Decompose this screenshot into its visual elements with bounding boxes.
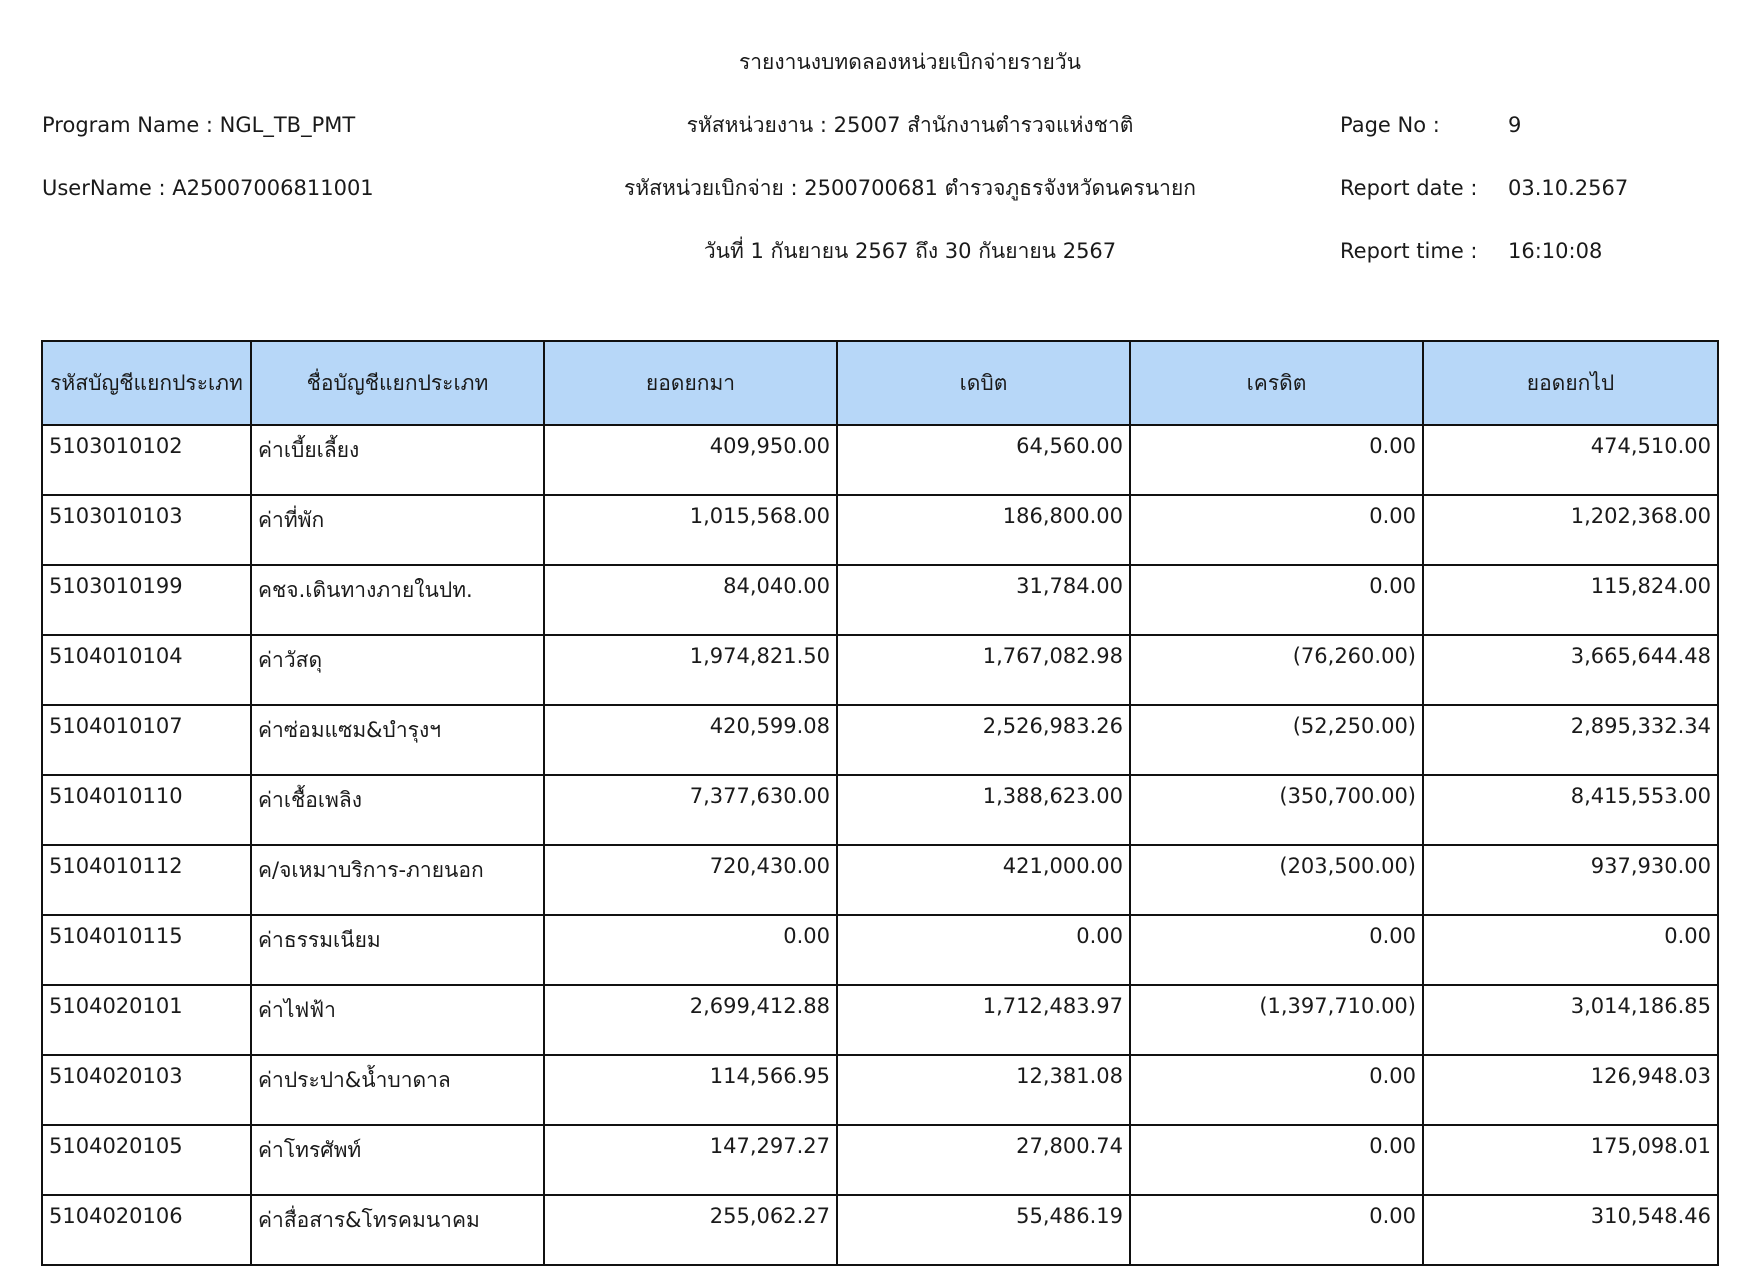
report-date-value: 03.10.2567: [1508, 176, 1629, 200]
opening-balance-cell: 114,566.95: [544, 1055, 837, 1125]
table-row: [42, 1195, 1718, 1265]
table-row: [42, 495, 1718, 565]
table-row: [42, 1125, 1718, 1195]
closing-balance-cell: 3,014,186.85: [1423, 985, 1718, 1055]
account-name-cell: ค/จเหมาบริการ-ภายนอก: [251, 845, 544, 915]
debit-amount-cell: 31,784.00: [837, 565, 1130, 635]
account-code-cell: 5103010199: [42, 565, 251, 635]
column-header-closing-balance: ยอดยกไป: [1423, 341, 1718, 425]
table-header-row: [42, 341, 1718, 425]
credit-amount-cell: 0.00: [1130, 495, 1423, 565]
opening-balance-cell: 1,974,821.50: [544, 635, 837, 705]
column-header-account-name: ชื่อบัญชีแยกประเภท: [251, 341, 544, 425]
table-row: [42, 565, 1718, 635]
report-time-label: Report time :: [1340, 239, 1478, 263]
account-name-cell: คชจ.เดินทางภายในปท.: [251, 565, 544, 635]
opening-balance-cell: 1,015,568.00: [544, 495, 837, 565]
table-row: [42, 1055, 1718, 1125]
account-code-cell: 5104010112: [42, 845, 251, 915]
account-code-cell: 5104010107: [42, 705, 251, 775]
closing-balance-cell: 937,930.00: [1423, 845, 1718, 915]
table-row: [42, 705, 1718, 775]
closing-balance-cell: 175,098.01: [1423, 1125, 1718, 1195]
opening-balance-cell: 720,430.00: [544, 845, 837, 915]
opening-balance-cell: 7,377,630.00: [544, 775, 837, 845]
credit-amount-cell: 0.00: [1130, 425, 1423, 495]
credit-amount-cell: (76,260.00): [1130, 635, 1423, 705]
debit-amount-cell: 64,560.00: [837, 425, 1130, 495]
closing-balance-cell: 126,948.03: [1423, 1055, 1718, 1125]
credit-amount-cell: (203,500.00): [1130, 845, 1423, 915]
credit-amount-cell: 0.00: [1130, 1055, 1423, 1125]
debit-amount-cell: 1,712,483.97: [837, 985, 1130, 1055]
report-date-label: Report date :: [1340, 176, 1478, 200]
credit-amount-cell: (350,700.00): [1130, 775, 1423, 845]
table-row: [42, 635, 1718, 705]
report-period: วันที่ 1 กันยายน 2567 ถึง 30 กันยายน 2567: [703, 239, 1117, 263]
page-no-value: 9: [1508, 113, 1522, 137]
account-name-cell: ค่าเบี้ยเลี้ยง: [251, 425, 544, 495]
account-code-cell: 5104010104: [42, 635, 251, 705]
account-code-cell: 5103010102: [42, 425, 251, 495]
agency-code-line: รหัสหน่วยงาน : 25007 สำนักงานตำรวจแห่งชาติ: [686, 113, 1134, 137]
opening-balance-cell: 0.00: [544, 915, 837, 985]
closing-balance-cell: 474,510.00: [1423, 425, 1718, 495]
account-code-cell: 5103010103: [42, 495, 251, 565]
table-body: [42, 425, 1718, 1265]
disbursement-unit-line: รหัสหน่วยเบิกจ่าย : 2500700681 ตำรวจภูธรจังหวัดนครนายก: [624, 176, 1196, 200]
closing-balance-cell: 8,415,553.00: [1423, 775, 1718, 845]
account-code-cell: 5104010115: [42, 915, 251, 985]
credit-amount-cell: 0.00: [1130, 915, 1423, 985]
debit-amount-cell: 12,381.08: [837, 1055, 1130, 1125]
table-row: [42, 775, 1718, 845]
closing-balance-cell: 2,895,332.34: [1423, 705, 1718, 775]
report-title: รายงานงบทดลองหน่วยเบิกจ่ายรายวัน: [738, 50, 1082, 74]
account-code-cell: 5104020106: [42, 1195, 251, 1265]
account-code-cell: 5104020101: [42, 985, 251, 1055]
credit-amount-cell: 0.00: [1130, 565, 1423, 635]
column-header-debit: เดบิต: [837, 341, 1130, 425]
credit-amount-cell: (52,250.00): [1130, 705, 1423, 775]
credit-amount-cell: (1,397,710.00): [1130, 985, 1423, 1055]
account-name-cell: ค่าที่พัก: [251, 495, 544, 565]
debit-amount-cell: 186,800.00: [837, 495, 1130, 565]
opening-balance-cell: 409,950.00: [544, 425, 837, 495]
opening-balance-cell: 147,297.27: [544, 1125, 837, 1195]
account-name-cell: ค่าเชื้อเพลิง: [251, 775, 544, 845]
page-no-label: Page No :: [1340, 113, 1440, 137]
account-name-cell: ค่าโทรศัพท์: [251, 1125, 544, 1195]
table-row: [42, 425, 1718, 495]
opening-balance-cell: 84,040.00: [544, 565, 837, 635]
debit-amount-cell: 1,388,623.00: [837, 775, 1130, 845]
closing-balance-cell: 1,202,368.00: [1423, 495, 1718, 565]
column-header-account-code: รหัสบัญชีแยกประเภท: [42, 341, 251, 425]
account-code-cell: 5104010110: [42, 775, 251, 845]
user-name: UserName : A25007006811001: [42, 176, 374, 200]
account-name-cell: ค่าวัสดุ: [251, 635, 544, 705]
debit-amount-cell: 0.00: [837, 915, 1130, 985]
opening-balance-cell: 420,599.08: [544, 705, 837, 775]
debit-amount-cell: 55,486.19: [837, 1195, 1130, 1265]
closing-balance-cell: 0.00: [1423, 915, 1718, 985]
account-code-cell: 5104020105: [42, 1125, 251, 1195]
debit-amount-cell: 421,000.00: [837, 845, 1130, 915]
report-time-value: 16:10:08: [1508, 239, 1603, 263]
closing-balance-cell: 115,824.00: [1423, 565, 1718, 635]
account-name-cell: ค่าธรรมเนียม: [251, 915, 544, 985]
debit-amount-cell: 27,800.74: [837, 1125, 1130, 1195]
account-code-cell: 5104020103: [42, 1055, 251, 1125]
opening-balance-cell: 255,062.27: [544, 1195, 837, 1265]
table-row: [42, 985, 1718, 1055]
account-name-cell: ค่าซ่อมแซม&บำรุงฯ: [251, 705, 544, 775]
closing-balance-cell: 3,665,644.48: [1423, 635, 1718, 705]
table-row: [42, 845, 1718, 915]
opening-balance-cell: 2,699,412.88: [544, 985, 837, 1055]
debit-amount-cell: 1,767,082.98: [837, 635, 1130, 705]
trial-balance-table: [41, 340, 1719, 1266]
credit-amount-cell: 0.00: [1130, 1125, 1423, 1195]
column-header-credit: เครดิต: [1130, 341, 1423, 425]
credit-amount-cell: 0.00: [1130, 1195, 1423, 1265]
closing-balance-cell: 310,548.46: [1423, 1195, 1718, 1265]
column-header-opening-balance: ยอดยกมา: [544, 341, 837, 425]
table-row: [42, 915, 1718, 985]
program-name: Program Name : NGL_TB_PMT: [42, 113, 356, 137]
debit-amount-cell: 2,526,983.26: [837, 705, 1130, 775]
account-name-cell: ค่าไฟฟ้า: [251, 985, 544, 1055]
account-name-cell: ค่าสื่อสาร&โทรคมนาคม: [251, 1195, 544, 1265]
account-name-cell: ค่าประปา&น้ำบาดาล: [251, 1055, 544, 1125]
